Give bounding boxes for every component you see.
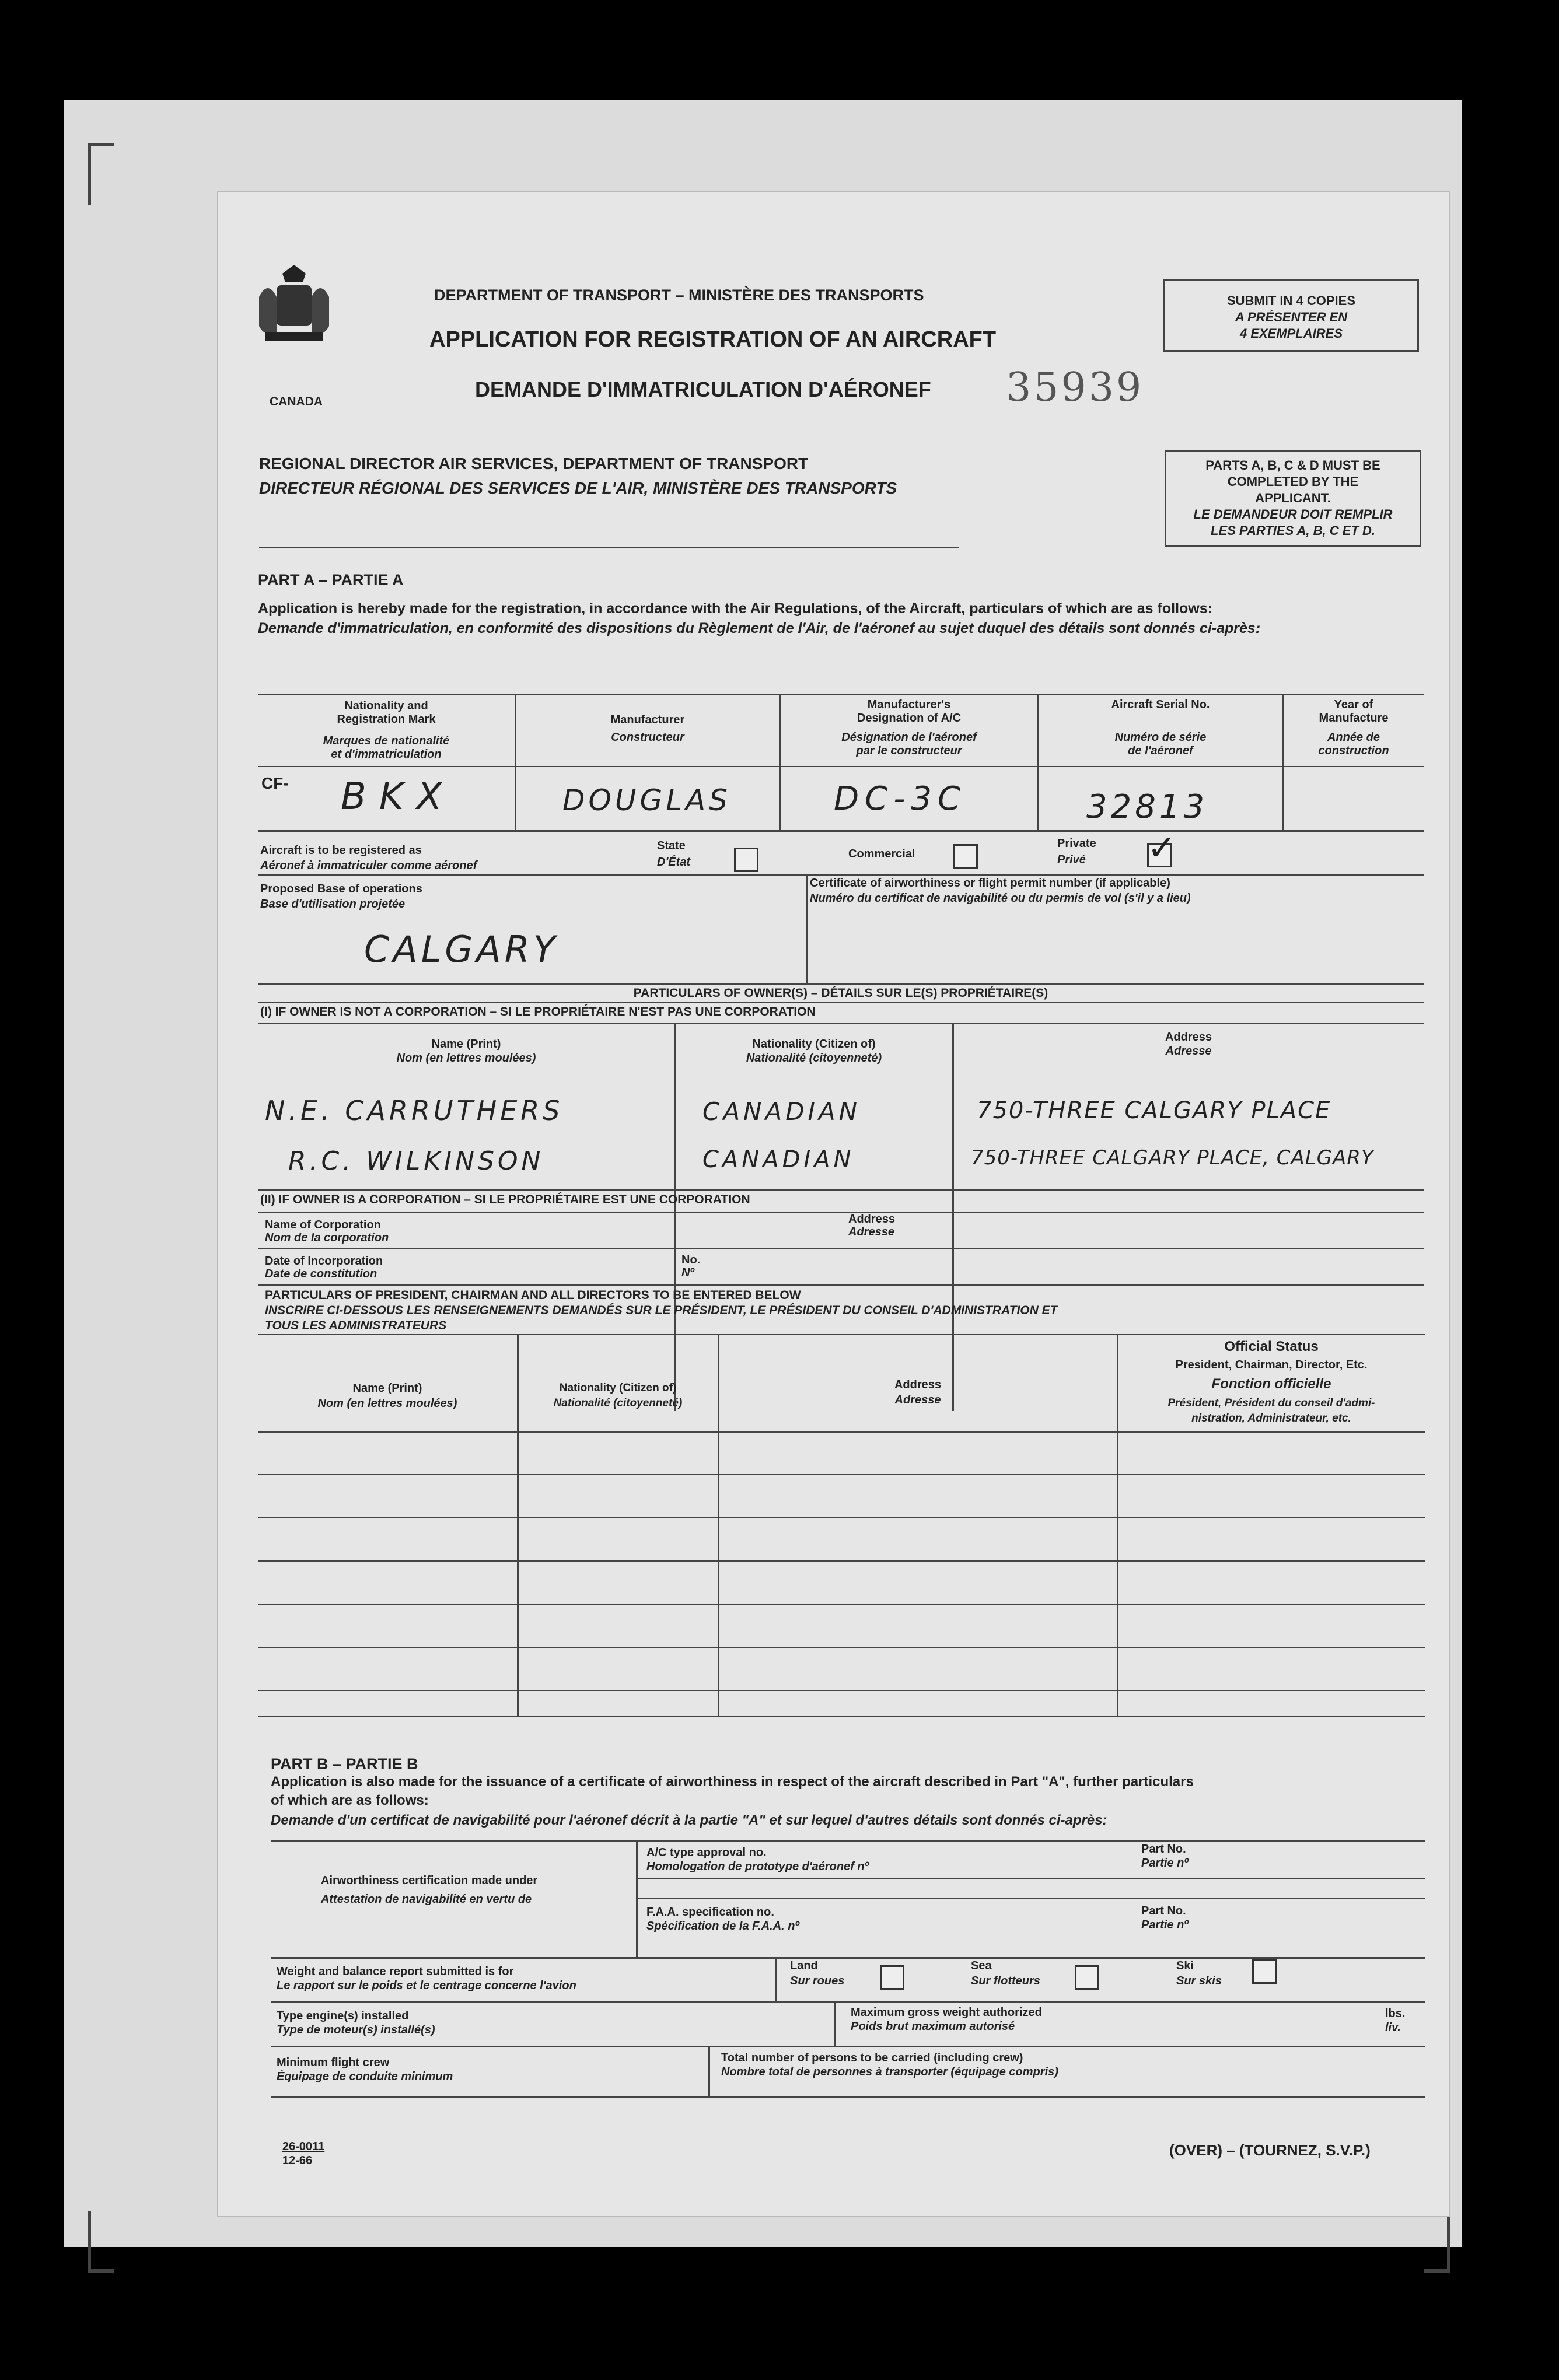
cert-label-en: Certificate of airworthiness or flight permit number (if applicable) (810, 877, 1170, 890)
status-fr-1: Président, Président du conseil d'admi- (1167, 1397, 1375, 1409)
corp-date-fr: Date de constitution (265, 1268, 377, 1280)
part-b-intro-fr: Demande d'un certificat de navigabilité pour l'aéronef décrit à la partie "A" et sur lequel d'autres détails sont donnés ci-après: (271, 1812, 1107, 1828)
land-label-en: Land (790, 1959, 818, 1972)
parts-line-1: PARTS A, B, C & D MUST BE (1205, 458, 1380, 473)
ski-checkbox[interactable] (1252, 1959, 1277, 1984)
submit-line-1: SUBMIT IN 4 COPIES (1226, 293, 1356, 308)
corp-address-fr: Adresse (848, 1226, 894, 1238)
parts-line-2: COMPLETED BY THE (1227, 474, 1359, 489)
owner-1-address[interactable]: 750-THREE CALGARY PLACE (977, 1097, 1331, 1124)
base-label-en: Proposed Base of operations (260, 883, 422, 895)
owner-address-header-fr: Adresse (1165, 1045, 1212, 1058)
address-line (259, 547, 959, 548)
corp-name-fr: Nom de la corporation (265, 1231, 389, 1244)
airworthiness-label-en: Airworthiness certification made under (321, 1874, 538, 1887)
form-page (217, 191, 1450, 2217)
part-b-intro-en-2: of which are as follows: (271, 1793, 429, 1808)
cert-label-fr: Numéro du certificat de navigabilité ou du permis de vol (s'il y a lieu) (810, 892, 1191, 905)
persons-label-fr: Nombre total de personnes à transporter (équipage compris) (721, 2066, 1058, 2078)
owner-2-name[interactable]: R.C. WILKINSON (288, 1146, 544, 1176)
sea-label-en: Sea (971, 1959, 992, 1972)
state-label-fr: D'État (657, 856, 690, 869)
state-checkbox[interactable] (734, 848, 758, 872)
part-no-2-en: Part No. (1141, 1905, 1186, 1917)
part-a-intro-fr: Demande d'immatriculation, en conformité des dispositions du Règlement de l'Air, de l'aéronef au sujet duquel des détails sont donnés ci-après: (258, 620, 1261, 636)
country-label: CANADA (270, 395, 323, 408)
owner-name-header-en: Name (Print) (431, 1038, 501, 1051)
status-header: Official Status (1224, 1339, 1319, 1354)
faa-label-en: F.A.A. specification no. (646, 1906, 774, 1919)
weight-label-fr: Le rapport sur le poids et le centrage concerne l'avion (277, 1979, 576, 1992)
faa-label-fr: Spécification de la F.A.A. nº (646, 1920, 799, 1933)
crop-mark-top-left (88, 143, 114, 205)
corp-no-fr: Nº (681, 1266, 694, 1279)
director-nationality-header-en: Nationality (Citizen of) (559, 1382, 677, 1394)
crop-mark-bottom-left (88, 2211, 114, 2273)
status-fr-2: nistration, Administrateur, etc. (1191, 1412, 1351, 1424)
form-number: 26-0011 (282, 2140, 325, 2153)
airworthiness-label-fr: Attestation de navigabilité en vertu de (321, 1893, 532, 1906)
designation-value[interactable]: DC-3C (834, 780, 967, 818)
director-address-header-fr: Adresse (894, 1394, 941, 1406)
not-corporation-heading: (I) IF OWNER IS NOT A CORPORATION – SI LE PROPRIÉTAIRE N'EST PAS UNE CORPORATION (260, 1005, 816, 1019)
registered-as-en: Aircraft is to be registered as (260, 844, 422, 857)
owners-heading: PARTICULARS OF OWNER(S) – DÉTAILS SUR LE(S) PROPRIÉTAIRE(S) (633, 986, 1048, 1000)
commercial-label: Commercial (848, 848, 915, 860)
form-date: 12-66 (282, 2154, 313, 2167)
col-year-fr: Année de construction (1318, 731, 1389, 757)
submit-line-2: A PRÉSENTER EN (1235, 310, 1348, 324)
part-b-intro-en-1: Application is also made for the issuance of a certificate of airworthiness in respect of the aircraft described in Part "A", further particulars (271, 1774, 1194, 1790)
owner-1-name[interactable]: N.E. CARRUTHERS (265, 1095, 564, 1126)
engine-label-en: Type engine(s) installed (277, 2010, 409, 2022)
registered-as-fr: Aéronef à immatriculer comme aéronef (260, 859, 477, 872)
parts-line-4: LE DEMANDEUR DOIT REMPLIR (1193, 507, 1393, 522)
engine-label-fr: Type de moteur(s) installé(s) (277, 2024, 435, 2036)
base-value[interactable]: CALGARY (364, 928, 559, 971)
crew-label-en: Minimum flight crew (277, 2056, 390, 2069)
land-checkbox[interactable] (880, 1965, 904, 1990)
private-check-mark: ✓ (1147, 828, 1180, 869)
owner-nationality-header-en: Nationality (Citizen of) (752, 1038, 876, 1051)
regional-director-en: REGIONAL DIRECTOR AIR SERVICES, DEPARTMENT OF TRANSPORT (259, 454, 809, 473)
sea-label-fr: Sur flotteurs (971, 1975, 1040, 1987)
max-weight-label-en: Maximum gross weight authorized (851, 2006, 1042, 2019)
col-designation-en: Manufacturer's Designation of A/C (857, 698, 962, 724)
directors-heading-en: PARTICULARS OF PRESIDENT, CHAIRMAN AND ALL DIRECTORS TO BE ENTERED BELOW (265, 1289, 801, 1302)
form-title-en: APPLICATION FOR REGISTRATION OF AN AIRCRAFT (429, 327, 997, 352)
col-year-en: Year of Manufacture (1319, 698, 1389, 724)
coat-of-arms-icon (253, 262, 335, 361)
land-label-fr: Sur roues (790, 1975, 845, 1987)
owner-address-header-en: Address (1165, 1031, 1212, 1044)
part-no-1-en: Part No. (1141, 1843, 1186, 1856)
registration-mark-value[interactable]: BKX (341, 775, 455, 818)
serial-value[interactable]: 32813 (1086, 788, 1208, 826)
part-a-heading: PART A – PARTIE A (258, 571, 404, 589)
corp-date-en: Date of Incorporation (265, 1255, 383, 1268)
part-no-2-fr: Partie nº (1141, 1919, 1189, 1931)
corp-no-en: No. (681, 1254, 701, 1266)
director-address-header-en: Address (894, 1378, 942, 1391)
ac-type-label-fr: Homologation de prototype d'aéronef nº (646, 1860, 869, 1873)
base-label-fr: Base d'utilisation projetée (260, 898, 406, 911)
directors-heading-fr2: TOUS LES ADMINISTRATEURS (265, 1319, 447, 1332)
col-nationality-fr: Marques de nationalité et d'immatriculation (323, 734, 450, 761)
col-serial-fr: Numéro de série de l'aéronef (1114, 731, 1207, 757)
ski-label-fr: Sur skis (1176, 1975, 1222, 1987)
sea-checkbox[interactable] (1075, 1965, 1099, 1990)
director-name-header-en: Name (Print) (352, 1382, 422, 1395)
owner-1-nationality[interactable]: CANADIAN (702, 1097, 861, 1126)
crop-mark-bottom-right (1424, 2211, 1450, 2273)
parts-line-3: APPLICANT. (1255, 491, 1331, 505)
form-title-fr: DEMANDE D'IMMATRICULATION D'AÉRONEF (475, 377, 931, 401)
ac-type-label-en: A/C type approval no. (646, 1846, 767, 1859)
ski-label-en: Ski (1176, 1959, 1194, 1972)
file-number-stamp: 35939 (1006, 365, 1144, 411)
col-manufacturer-en: Manufacturer (610, 713, 685, 726)
owner-2-address[interactable]: 750-THREE CALGARY PLACE, CALGARY (971, 1146, 1374, 1170)
status-en: President, Chairman, Director, Etc. (1175, 1359, 1368, 1371)
status-fr-head: Fonction officielle (1211, 1376, 1331, 1392)
crew-label-fr: Équipage de conduite minimum (277, 2070, 453, 2083)
corporation-heading: (II) IF OWNER IS A CORPORATION – SI LE PROPRIÉTAIRE EST UNE CORPORATION (260, 1193, 750, 1206)
part-a-intro-en: Application is hereby made for the registration, in accordance with the Air Regulations, of the Aircraft, particulars of which are as follows: (258, 600, 1212, 617)
director-name-header-fr: Nom (en lettres moulées) (317, 1397, 457, 1410)
weight-label-en: Weight and balance report submitted is for (277, 1965, 514, 1978)
col-designation-fr: Désignation de l'aéronef par le constructeur (841, 731, 977, 757)
col-serial-en: Aircraft Serial No. (1111, 698, 1210, 711)
corp-address-en: Address (848, 1213, 896, 1226)
submit-line-3: 4 EXEMPLAIRES (1239, 326, 1343, 341)
regional-director-fr: DIRECTEUR RÉGIONAL DES SERVICES DE L'AIR, MINISTÈRE DES TRANSPORTS (259, 479, 897, 497)
corp-name-en: Name of Corporation (265, 1219, 381, 1231)
liv-unit: liv. (1385, 2021, 1401, 2034)
part-b-heading: PART B – PARTIE B (271, 1755, 418, 1773)
owner-name-header-fr: Nom (en lettres moulées) (396, 1052, 536, 1065)
state-label-en: State (657, 839, 686, 852)
lbs-unit: lbs. (1385, 2007, 1406, 2020)
persons-label-en: Total number of persons to be carried (including crew) (721, 2052, 1023, 2064)
col-manufacturer-fr: Constructeur (611, 731, 684, 744)
directors-heading-fr1: INSCRIRE CI-DESSOUS LES RENSEIGNEMENTS DEMANDÉS SUR LE PRÉSIDENT, LE PRÉSIDENT DU CONSEIL D'ADMINISTRATION ET (265, 1304, 1058, 1317)
department-line: DEPARTMENT OF TRANSPORT – MINISTÈRE DES TRANSPORTS (434, 286, 924, 304)
director-nationality-header-fr: Nationalité (citoyenneté) (553, 1397, 683, 1409)
owner-2-nationality[interactable]: CANADIAN (702, 1146, 855, 1173)
part-no-1-fr: Partie nº (1141, 1857, 1189, 1870)
commercial-checkbox[interactable] (953, 844, 978, 869)
over-note: (OVER) – (TOURNEZ, S.V.P.) (1169, 2141, 1371, 2159)
manufacturer-value[interactable]: DOUGLAS (562, 783, 731, 817)
col-nationality-en: Nationality and Registration Mark (337, 699, 436, 726)
cf-prefix: CF- (261, 774, 289, 792)
private-label-en: Private (1057, 837, 1096, 850)
max-weight-label-fr: Poids brut maximum autorisé (851, 2020, 1015, 2033)
parts-line-5: LES PARTIES A, B, C ET D. (1211, 523, 1375, 538)
private-label-fr: Privé (1057, 853, 1086, 866)
owner-nationality-header-fr: Nationalité (citoyenneté) (746, 1052, 882, 1065)
